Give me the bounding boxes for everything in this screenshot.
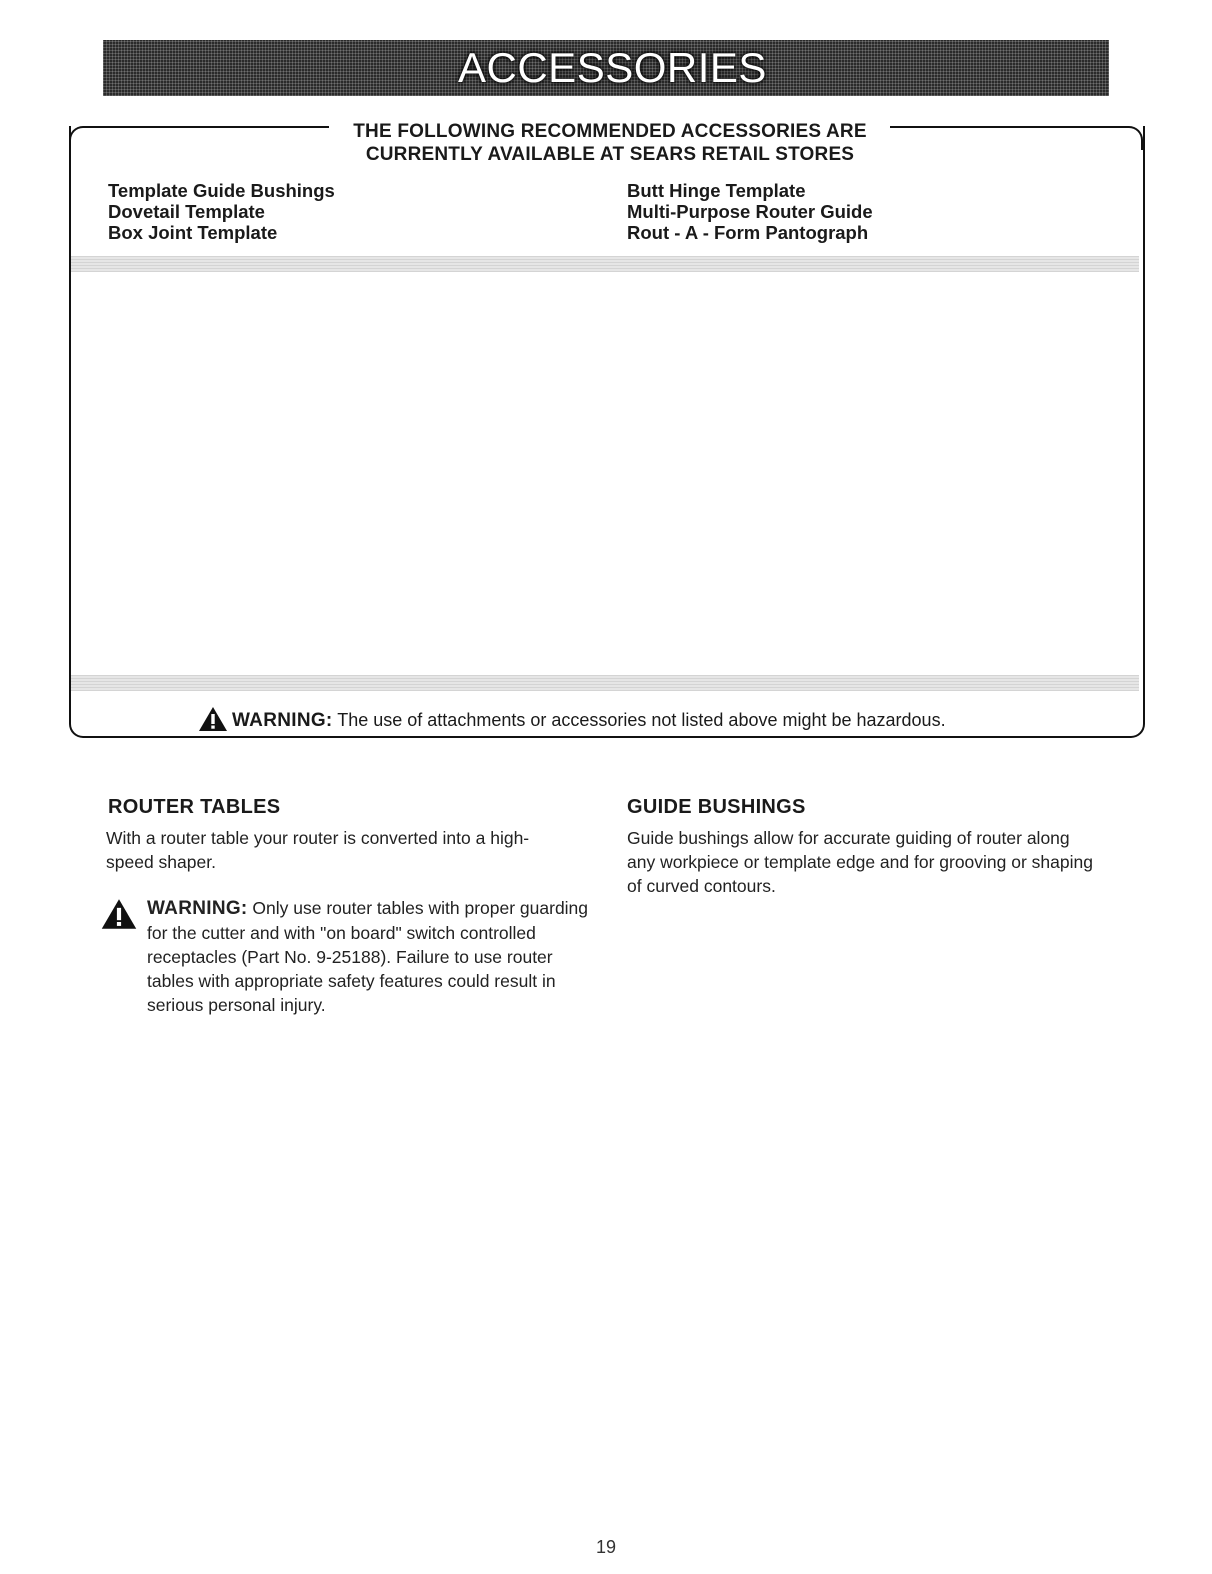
accessories-heading-line1: THE FOLLOWING RECOMMENDED ACCESSORIES ARE	[353, 121, 867, 142]
accessories-warning	[198, 706, 1098, 738]
warning-label: WARNING:	[232, 710, 333, 731]
accessories-heading	[330, 120, 890, 166]
shaded-band-bottom	[71, 675, 1139, 691]
accessories-list-left	[108, 180, 335, 243]
warning-text: The use of attachments or accessories not listed above might be hazardous.	[332, 710, 946, 730]
heading-rule-right	[890, 126, 1124, 128]
page-title: ACCESSORIES	[458, 44, 767, 91]
guide-bushings-title: GUIDE BUSHINGS	[627, 796, 806, 818]
accessory-item: Multi-Purpose Router Guide	[627, 201, 873, 222]
heading-rule-left	[85, 126, 329, 128]
router-tables-title: ROUTER TABLES	[108, 796, 281, 818]
accessory-item: Rout - A - Form Pantograph	[627, 222, 869, 243]
warning-triangle-icon	[100, 898, 138, 935]
accessory-item: Butt Hinge Template	[627, 180, 806, 201]
shaded-band-top	[71, 256, 1139, 272]
router-tables-warning	[147, 896, 597, 1017]
accessory-item: Template Guide Bushings	[108, 180, 335, 201]
accessories-heading-line2: CURRENTLY AVAILABLE AT SEARS RETAIL STORES	[365, 144, 855, 165]
page-number: 19	[595, 1537, 617, 1557]
accessory-item: Dovetail Template	[108, 201, 265, 222]
accessory-item: Box Joint Template	[108, 222, 278, 243]
guide-bushings-body: Guide bushings allow for accurate guiding of router along any workpiece or template edge and for grooving or shaping of curved contours.	[627, 828, 1093, 896]
router-tables-body: With a router table your router is converted into a high-speed shaper.	[106, 828, 530, 872]
accessories-box-corner-left	[69, 126, 91, 150]
warning-text: Only use router tables with proper guarding for the cutter and with "on board" switch controlled receptacles (Part No. 9-25188). Failure to use router tables with appropriate safety features could result in serious personal injury.	[147, 898, 589, 1015]
warning-triangle-icon	[198, 706, 228, 738]
accessories-list-right	[627, 180, 873, 243]
warning-label: WARNING:	[147, 898, 248, 919]
